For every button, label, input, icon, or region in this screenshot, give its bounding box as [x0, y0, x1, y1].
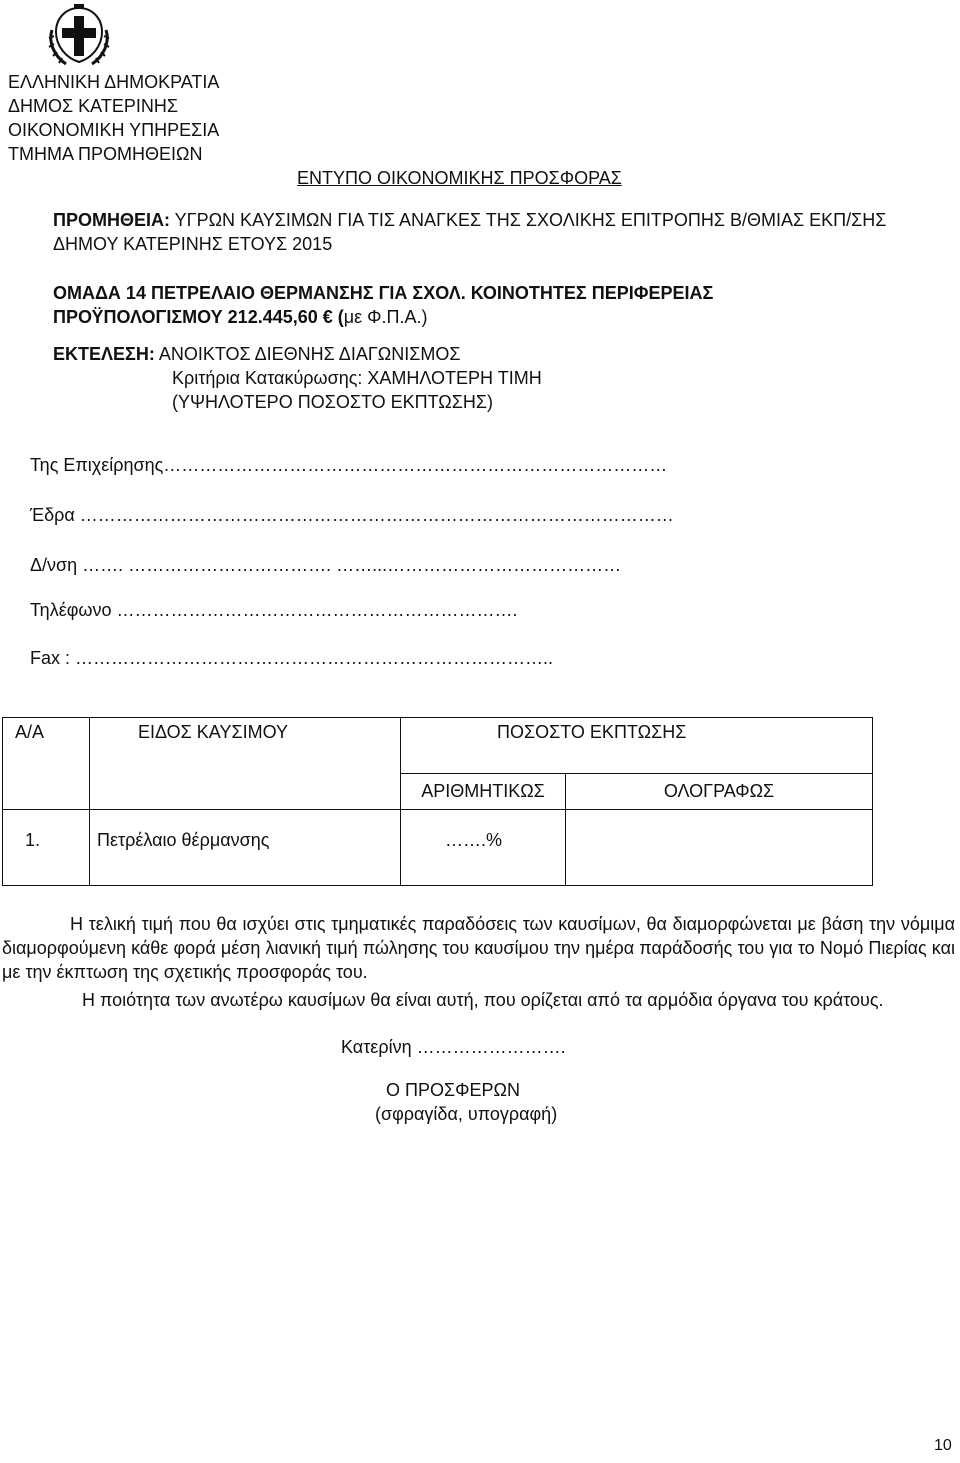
document-title: ΕΝΤΥΠΟ ΟΙΚΟΝΟΜΙΚΗΣ ΠΡΟΣΦΟΡΑΣ	[297, 168, 622, 188]
phone-field[interactable]: Τηλέφωνο ………………………………………………………….	[30, 600, 518, 620]
header-municipality: ΔΗΜΟΣ ΚΑΤΕΡΙΝΗΣ	[8, 96, 178, 116]
seat-field[interactable]: Έδρα ………………………………………………………………………………………	[30, 505, 674, 525]
address-field[interactable]: Δ/νση ……. ……………………………. ……...…………………………………	[30, 555, 622, 575]
terms-quality-paragraph: Η ποιότητα των ανωτέρω καυσίμων θα είναι αυτή, που ορίζεται από τα αρμόδια όργανα του κράτους.	[82, 990, 884, 1010]
procurement-label: ΠΡΟΜΗΘΕΙΑ:	[53, 210, 170, 230]
signature-place: Κατερίνη …………………….	[341, 1037, 566, 1057]
page-number: 10	[934, 1437, 952, 1454]
row-words-input[interactable]	[566, 810, 873, 886]
terms-price-paragraph: Η τελική τιμή που θα ισχύει στις τμηματικές παραδόσεις των καυσίμων, θα διαμορφώνεται με βάση την νόμιμα διαμορφούμενη κάθε φορά μέση λιανική τιμή πώλησης του καυσίμου την ημέρα παράδοσής του για το Νομό Πιερίας και με την έκπτωση της σχετικής προσφοράς του.	[2, 914, 955, 982]
execution-line	[53, 344, 460, 365]
greek-coat-of-arms-icon	[44, 2, 114, 68]
header-words: ΟΛΟΓΡΑΦΩΣ	[566, 774, 873, 810]
budget-vat: με Φ.Π.Α.)	[343, 307, 428, 327]
offer-table	[2, 717, 873, 886]
row-numeric-input[interactable]: …….%	[401, 810, 566, 886]
row-fuel-type: Πετρέλαιο θέρμανσης	[90, 810, 401, 886]
award-criteria: Κριτήρια Κατακύρωσης: ΧΑΜΗΛΟΤΕΡΗ ΤΙΜΗ	[172, 368, 542, 388]
budget-amount: ΠΡΟΫΠΟΛΟΓΙΣΜΟΥ 212.445,60 € (	[53, 307, 344, 327]
header-fuel-type: ΕΙΔΟΣ ΚΑΥΣΙΜΟΥ	[90, 718, 401, 810]
row-aa: 1.	[3, 810, 90, 886]
fax-field[interactable]: Fax : ……………………………………………………………………..	[30, 648, 554, 668]
header-discount: ΠΟΣΟΣΤΟ ΕΚΠΤΩΣΗΣ	[401, 718, 873, 774]
procurement-line-2: ΔΗΜΟΥ ΚΑΤΕΡΙΝΗΣ ΕΤΟΥΣ 2015	[53, 234, 333, 254]
header-numeric: ΑΡΙΘΜΗΤΙΚΩΣ	[401, 774, 566, 810]
award-criteria-note: (ΥΨΗΛΟΤΕΡΟ ΠΟΣΟΣΤΟ ΕΚΠΤΩΣΗΣ)	[172, 392, 494, 412]
signature-stamp-note: (σφραγίδα, υπογραφή)	[375, 1104, 558, 1124]
company-field[interactable]: Της Επιχείρησης…………………………………………………………………………	[30, 455, 668, 475]
header-aa: Α/Α	[3, 718, 90, 810]
execution-label: ΕΚΤΕΛΕΣΗ:	[53, 344, 155, 364]
header-department: ΟΙΚΟΝΟΜΙΚΗ ΥΠΗΡΕΣΙΑ	[8, 120, 220, 140]
group-line: ΟΜΑΔΑ 14 ΠΕΤΡΕΛΑΙΟ ΘΕΡΜΑΝΣΗΣ ΓΙΑ ΣΧΟΛ. ΚΟΙΝΟΤΗΤΕΣ ΠΕΡΙΦΕΡΕΙΑΣ	[53, 283, 714, 303]
execution-text: ΑΝΟΙΚΤΟΣ ΔΙΕΘΝΗΣ ΔΙΑΓΩΝΙΣΜΟΣ	[154, 344, 461, 364]
signature-offerer: Ο ΠΡΟΣΦΕΡΩΝ	[386, 1080, 520, 1100]
table-row	[3, 810, 873, 886]
header-office: ΤΜΗΜΑ ΠΡΟΜΗΘΕΙΩΝ	[8, 144, 203, 164]
procurement-line	[53, 210, 886, 231]
header-country: ΕΛΛΗΝΙΚΗ ΔΗΜΟΚΡΑΤΙΑ	[8, 72, 220, 92]
budget-line	[53, 307, 428, 328]
procurement-text: ΥΓΡΩΝ ΚΑΥΣΙΜΩΝ ΓΙΑ ΤΙΣ ΑΝΑΓΚΕΣ ΤΗΣ ΣΧΟΛΙΚΗΣ ΕΠΙΤΡΟΠΗΣ Β/ΘΜΙΑΣ ΕΚΠ/ΣΗΣ	[170, 210, 887, 230]
